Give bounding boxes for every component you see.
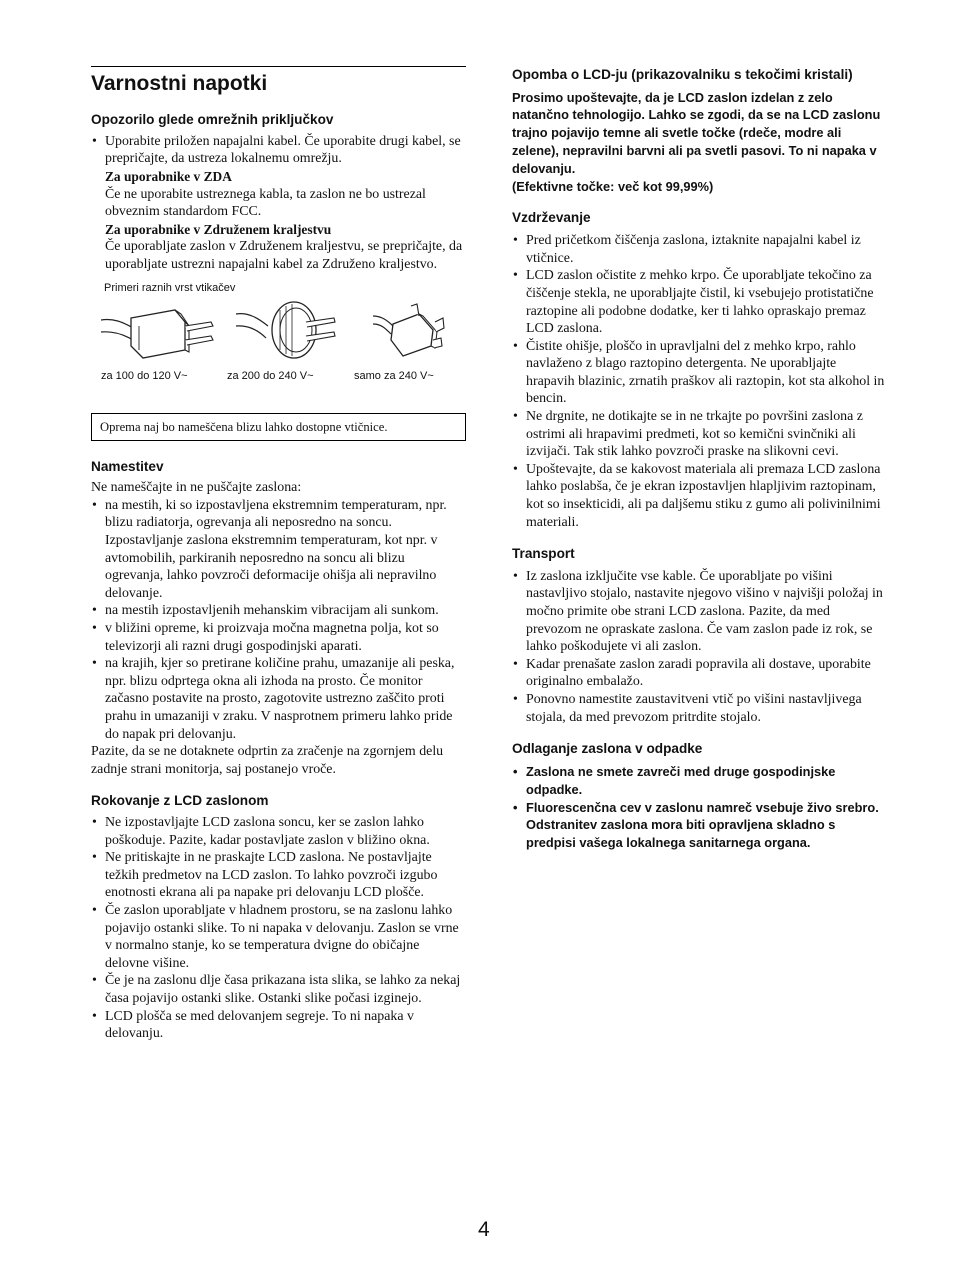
transport-heading: Transport	[512, 546, 575, 562]
page-number: 4	[478, 1218, 490, 1241]
list-item: • na krajih, kjer so pretirane količine prahu, umazanije ali peska, npr. blizu odprtega okna ali izhoda na prosto. Če monitor začasno postavite na prosto, zagotovite ustrezno zaščito proti prahu in umazaniji v zraku. V nasprotnem primeru lahko pride do napak pri delovanju.	[91, 655, 466, 743]
lcd-note-effective: (Efektivne točke: več kot 99,99%)	[512, 178, 714, 194]
list-item: • LCD plošča se med delovanjem segreje. To ni napaka v delovanju.	[91, 1008, 466, 1043]
list-item: • Ne izpostavljajte LCD zaslona soncu, ker se zaslon lahko poškoduje. Pazite, kadar postavljate zaslon v bližino okna.	[91, 814, 466, 849]
maintenance-section	[512, 209, 887, 531]
right-column	[512, 66, 887, 866]
usa-text: Če ne uporabite ustreznega kabla, ta zaslon ne bo ustrezal obveznim standardom FCC.	[105, 186, 426, 220]
installation-intro: Ne nameščajte in ne puščajte zaslona:	[91, 480, 302, 496]
us-plug-icon	[101, 300, 217, 364]
disposal-section	[512, 740, 887, 852]
list-item: • na mestih, ki so izpostavljena ekstremnim temperaturam, npr. blizu radiatorja, ogrevanja ali neposredno na soncu. Izpostavljanje zaslona ekstremnim temperaturam, kot npr. v avtomobilih, parkiranih neposredno na soncu ali blizu ogrevanja, lahko povzroči deformacije ohišja ali nepravilno delovanje.	[91, 497, 466, 603]
lcd-handling-list	[91, 814, 466, 1043]
list-item: • Če zaslon uporabljate v hladnem prostoru, se na zaslonu lahko pojavijo ostanki slike. To ni napaka v delovanju. Zaslon se vrne v normalno stanje, ko se temperatura dvigne do običajne delovne višine.	[91, 902, 466, 972]
list-item: • Ne pritiskajte in ne praskajte LCD zaslona. Ne postavljajte težkih predmetov na LCD zaslon. To lahko povzroči izgubo enotnosti ekrana ali pa napake pri delovanju LCD plošče.	[91, 849, 466, 902]
list-item: • Ne drgnite, ne dotikajte se in ne trkajte po površini zaslona z ostrimi ali hrapavimi predmeti, kot so kemični svinčniki ali izvijači. Tak stik lahko povzroči praske na slikovni cevi.	[512, 408, 887, 461]
lcd-note-section	[512, 66, 887, 195]
uk-heading: Za uporabnike v Združenem kraljestvu	[105, 221, 332, 237]
list-item: • Ponovno namestite zaustavitveni vtič po višini nastavljivega stojala, da med prevozom pritrdite stojalo.	[512, 691, 887, 726]
left-column	[91, 66, 466, 1057]
page-title: Varnostni napotki	[91, 72, 268, 95]
list-item: • Fluorescenčna cev v zaslonu namreč vsebuje živo srebro. Odstranitev zaslona mora biti opravljena skladno s predpisi vašega lokalnega sanitarnega organa.	[512, 799, 887, 852]
eu-plug-icon	[236, 300, 346, 364]
power-section	[91, 111, 466, 391]
lcd-handling-heading: Rokovanje z LCD zaslonom	[91, 793, 269, 809]
disposal-list	[512, 763, 887, 852]
installation-list	[91, 497, 466, 743]
list-item: • Pred pričetkom čiščenja zaslona, iztaknite napajalni kabel iz vtičnice.	[512, 232, 887, 267]
transport-section	[512, 545, 887, 726]
transport-list	[512, 568, 887, 726]
power-heading: Opozorilo glede omrežnih priključkov	[91, 112, 334, 128]
plug-caption-eu: za 200 do 240 V~	[227, 369, 314, 382]
list-item: • Iz zaslona izključite vse kable. Če uporabljate po višini nastavljivo stojalo, nastavite njegovo višino v najvišji položaj in močno primite obe strani LCD zaslona. Pazite, da med prevozom ne opraskate zaslona. Če vam zaslon pade iz rok, se lahko poškodujete vi ali zaslon.	[512, 568, 887, 656]
plug-caption-us: za 100 do 120 V~	[101, 369, 188, 382]
list-item: • Čistite ohišje, ploščo in upravljalni del z mehko krpo, rahlo navlaženo z blago raztopino detergenta. Ne uporabljajte hrapavih blazinic, zrnatih praškov ali raztopin, kot sta alkohol in bencin.	[512, 338, 887, 408]
list-item: • Upoštevajte, da se kakovost materiala ali premaza LCD zaslona lahko poslabša, če je ekran izpostavljen hlapljivim raztopinam, kot so insekticidi, ali pa daljšemu stiku z gumo ali polivinilnimi materiali.	[512, 461, 887, 531]
plug-caption-uk: samo za 240 V~	[354, 369, 434, 382]
uk-plug-icon	[373, 300, 447, 364]
usa-heading: Za uporabnike v ZDA	[105, 169, 232, 184]
list-item: • Če je na zaslonu dlje časa prikazana ista slika, se lahko za nekaj časa pojavijo ostanki slike. Ostanki slike počasi izginejo.	[91, 972, 466, 1007]
list-item: • Uporabite priložen napajalni kabel. Če uporabite drugi kabel, se prepričajte, da ustreza lokalnemu omrežju.	[91, 133, 466, 168]
lcd-note-text: Prosimo upoštevajte, da je LCD zaslon izdelan z zelo natančno tehnologijo. Lahko se zgodi, da se na LCD zaslonu trajno pojavijo temne ali svetle točke (rdeče, modre ali zelene), nepravilni barvni ali pa svetli pasovi. To ni napaka v delovanju.	[512, 89, 881, 176]
list-item: • v bližini opreme, ki proizvaja močna magnetna polja, kot so televizorji ali razni drugi gospodinjski aparati.	[91, 620, 466, 655]
maintenance-heading: Vzdrževanje	[512, 210, 591, 226]
plug-illustrations	[91, 296, 466, 392]
list-item: • LCD zaslon očistite z mehko krpo. Če uporabljate tekočino za čiščenje stekla, ne uporabljajte čistil, ki vsebujejo protistatične raztopine ali podobne dodatke, ker ti lahko opraskajo premaz LCD zaslona.	[512, 267, 887, 337]
installation-heading: Namestitev	[91, 458, 164, 474]
lcd-note-heading: Opomba o LCD-ju (prikazovalniku s tekočimi kristali)	[512, 67, 853, 82]
plugs-label: Primeri raznih vrst vtikačev	[104, 281, 236, 294]
list-item: • na mestih izpostavljenih mehanskim vibracijam ali sunkom.	[91, 602, 466, 620]
notice-box: Oprema naj bo nameščena blizu lahko dostopne vtičnice.	[91, 413, 466, 441]
installation-outro: Pazite, da se ne dotaknete odprtin za zračenje na zgornjem delu zadnje strani monitorja, saj postanejo vroče.	[91, 744, 444, 777]
lcd-handling-section	[91, 792, 466, 1042]
disposal-heading: Odlaganje zaslona v odpadke	[512, 741, 703, 757]
list-item: • Kadar prenašate zaslon zaradi popravila ali dostave, uporabite originalno embalažo.	[512, 656, 887, 691]
installation-section	[91, 458, 466, 779]
maintenance-list	[512, 232, 887, 531]
power-list	[91, 133, 466, 168]
title-rule	[91, 66, 466, 67]
list-item: • Zaslona ne smete zavreči med druge gospodinjske odpadke.	[512, 763, 887, 799]
uk-text: Če uporabljate zaslon v Združenem kraljestvu, se prepričajte, da uporabljate ustrezni napajalni kabel za Združeno kraljestvo.	[105, 239, 463, 272]
